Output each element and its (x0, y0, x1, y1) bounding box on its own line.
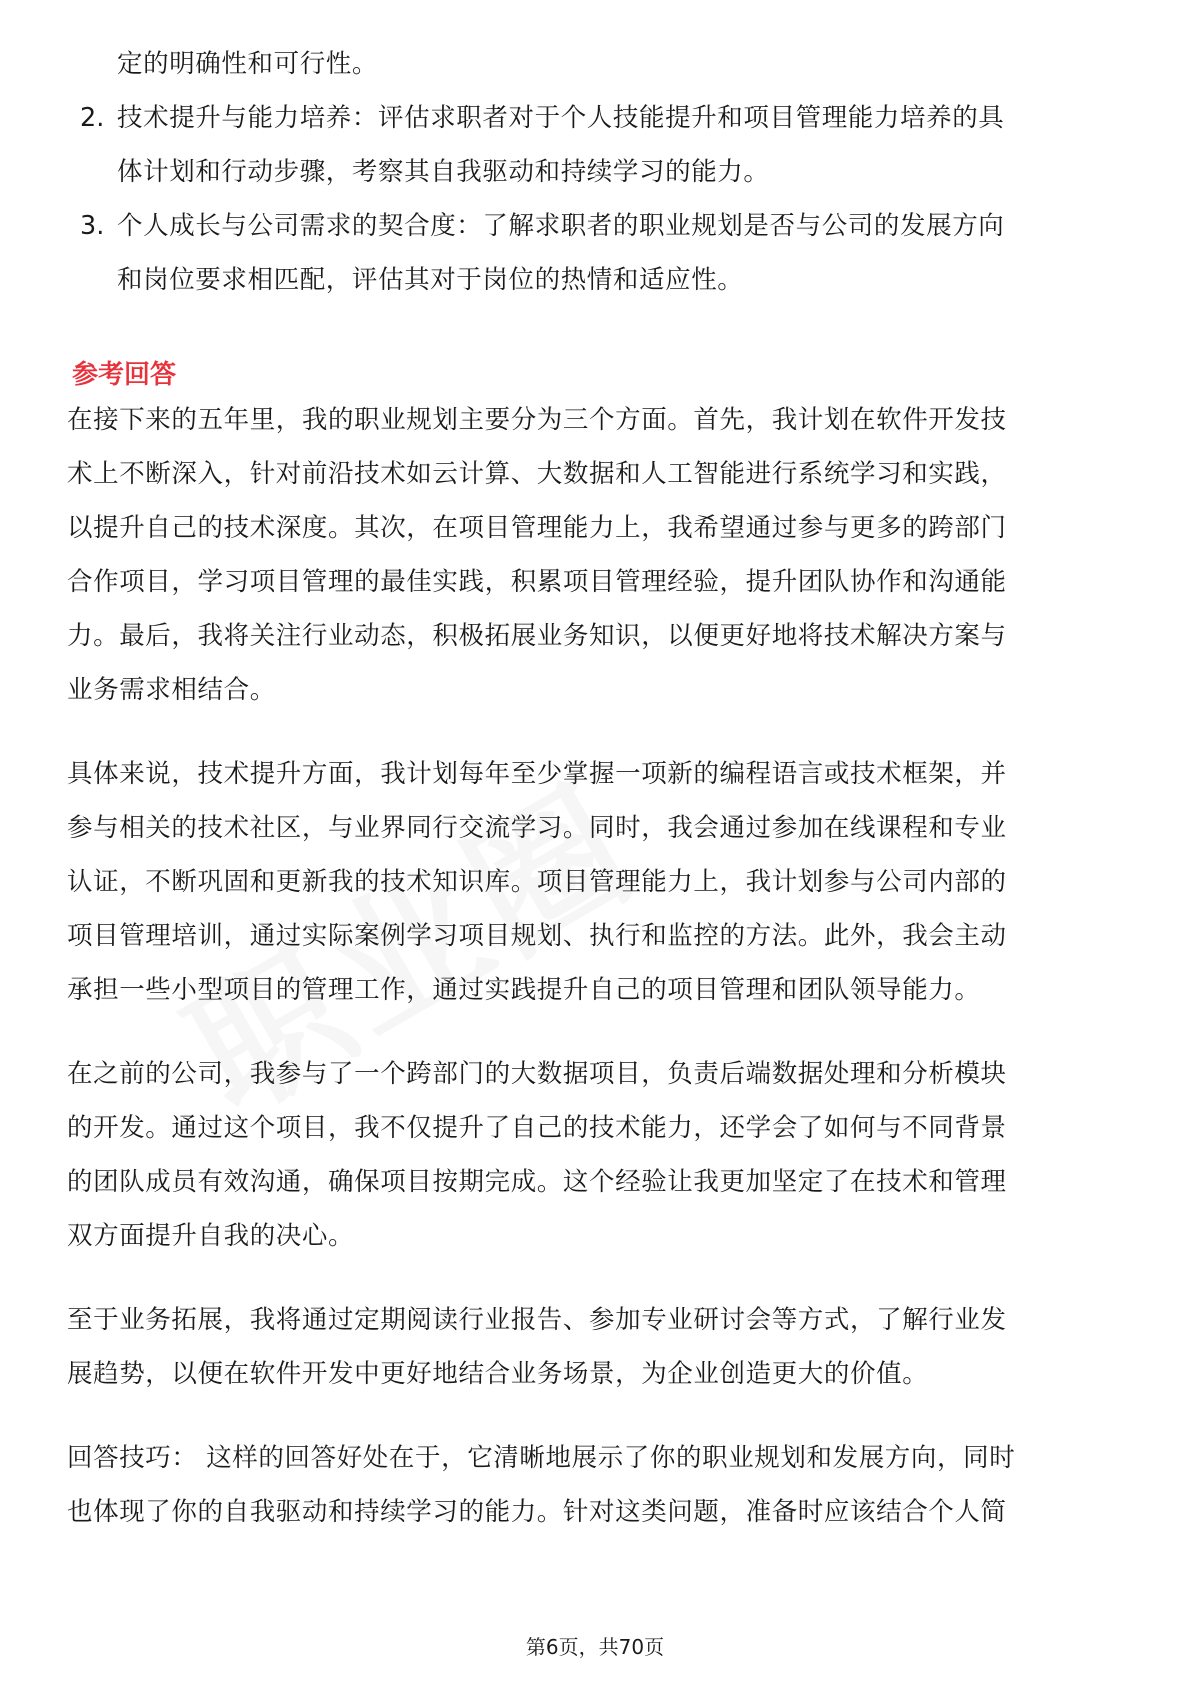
paragraph-line: 业务需求相结合。 (67, 675, 276, 705)
paragraph-line: 也体现了你的自我驱动和持续学习的能力。针对这类问题，准备时应该结合个人简 (67, 1497, 1007, 1527)
paragraph-line: 在之前的公司，我参与了一个跨部门的大数据项目，负责后端数据处理和分析模块 (67, 1059, 1007, 1089)
list-item-line: 和岗位要求相匹配，评估其对于岗位的热情和适应性。 (117, 265, 744, 295)
paragraph-line: 以提升自己的技术深度。其次，在项目管理能力上，我希望通过参与更多的跨部门 (67, 513, 1007, 543)
list-number: 2. (80, 103, 105, 133)
paragraph-line: 项目管理培训，通过实际案例学习项目规划、执行和监控的方法。此外，我会主动 (67, 921, 1007, 951)
paragraph-line: 在接下来的五年里，我的职业规划主要分为三个方面。首先，我计划在软件开发技 (67, 405, 1007, 435)
paragraph-line: 双方面提升自我的决心。 (67, 1221, 355, 1251)
paragraph-line: 承担一些小型项目的管理工作，通过实践提升自己的项目管理和团队领导能力。 (67, 975, 981, 1005)
paragraph-line: 参与相关的技术社区，与业界同行交流学习。同时，我会通过参加在线课程和专业 (67, 813, 1007, 843)
list-item-1-continuation: 定的明确性和可行性。 (117, 49, 379, 79)
paragraph-line: 回答技巧： 这样的回答好处在于，它清晰地展示了你的职业规划和发展方向，同时 (67, 1443, 1016, 1473)
list-item-line: 技术提升与能力培养：评估求职者对于个人技能提升和项目管理能力培养的具 (117, 103, 1005, 133)
list-number: 3. (80, 211, 105, 241)
paragraph-line: 的团队成员有效沟通，确保项目按期完成。这个经验让我更加坚定了在技术和管理 (67, 1167, 1007, 1197)
page-number: 第6页，共70页 (525, 1635, 665, 1659)
list-item-line: 体计划和行动步骤，考察其自我驱动和持续学习的能力。 (117, 157, 770, 187)
paragraph-line: 至于业务拓展，我将通过定期阅读行业报告、参加专业研讨会等方式，了解行业发 (67, 1305, 1007, 1335)
paragraph-line: 力。最后，我将关注行业动态，积极拓展业务知识，以便更好地将技术解决方案与 (67, 621, 1007, 651)
section-heading: 参考回答 (72, 360, 177, 390)
paragraph-line: 展趋势，以便在软件开发中更好地结合业务场景，为企业创造更大的价值。 (67, 1359, 929, 1389)
paragraph-line: 具体来说，技术提升方面，我计划每年至少掌握一项新的编程语言或技术框架，并 (67, 759, 1007, 789)
paragraph-line: 术上不断深入，针对前沿技术如云计算、大数据和人工智能进行系统学习和实践， (67, 459, 1007, 489)
list-item-line: 个人成长与公司需求的契合度：了解求职者的职业规划是否与公司的发展方向 (117, 211, 1005, 241)
paragraph-line: 的开发。通过这个项目，我不仅提升了自己的技术能力，还学会了如何与不同背景 (67, 1113, 1007, 1143)
paragraph-line: 认证，不断巩固和更新我的技术知识库。项目管理能力上，我计划参与公司内部的 (67, 867, 1007, 897)
paragraph-line: 合作项目，学习项目管理的最佳实践，积累项目管理经验，提升团队协作和沟通能 (67, 567, 1007, 597)
